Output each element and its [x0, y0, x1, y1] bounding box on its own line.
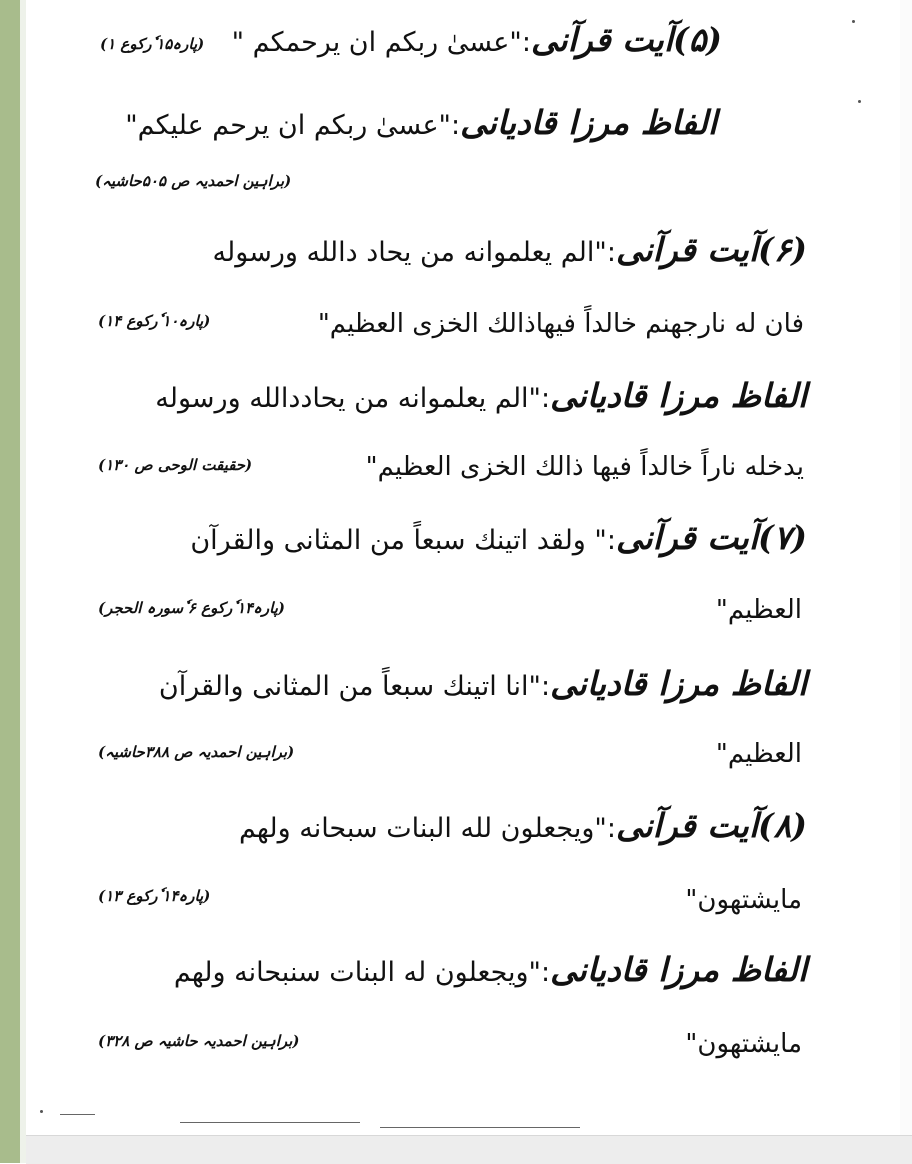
block-7-quran-line-2: العظيم": [715, 595, 802, 625]
block-7-mirza-line-1: [159, 664, 807, 707]
block-6-mirza-text-1: :"الم يعلموانه من يحاددالله ورسوله: [155, 383, 551, 414]
block-5-mirza-line-1: [125, 103, 717, 146]
block-8-quran-text-1: :"ويجعلون لله البنات سبحانه ولهم: [238, 813, 616, 844]
block-5-quran-ref: (پارہ۱۵ ٗرکوع ۱): [100, 35, 205, 53]
block-6-quran-line-1: [213, 230, 807, 273]
block-7-mirza-ref: (براہین احمدیہ ص ۳۸۸حاشیہ): [98, 743, 295, 761]
block-8-mirza-line-2: مايشتهون": [685, 1029, 802, 1059]
block-8-mirza-ref: (براہین احمدیہ حاشیہ ص ۳۲۸): [98, 1032, 300, 1050]
block-7-mirza-text-1: :"انا اتينك سبعاً من المثانى والقرآن: [158, 671, 551, 702]
scan-speck: [40, 1110, 43, 1113]
block-5-mirza-ref: (براہین احمدیہ ص ۵۰۵حاشیہ): [95, 172, 292, 190]
scan-rule-line: [380, 1127, 580, 1128]
block-6-mirza-line-2: يدخله ناراً خالداً فيها ذالك الخزى العظيم": [365, 452, 804, 482]
scan-speck: [852, 20, 855, 23]
block-6-quran-line-2: فان له نارجهنم خالداً فيهاذالك الخزى العظيم": [317, 309, 804, 339]
block-8-mirza-label: الفاظ مرزا قادیانی: [550, 950, 807, 989]
block-7-quran-text-1: :" ولقد اتينك سبعاً من المثانى والقرآن: [190, 525, 616, 556]
block-7-mirza-line-2: العظيم": [715, 739, 802, 769]
right-page-edge: [900, 0, 912, 1135]
block-5-quran-label: (۵)آیت قرآنی: [530, 20, 722, 59]
block-8-quran-label: (۸)آیت قرآنی: [615, 806, 807, 845]
block-6-mirza-line-1: [155, 376, 807, 419]
block-6-quran-text-1: :"الم يعلموانه من يحاد دالله ورسوله: [212, 237, 616, 268]
block-7-quran-line-1: [190, 518, 807, 561]
block-6-quran-ref: (پارہ۱۰ ٗرکوع ۱۴): [98, 312, 211, 330]
block-5-quran-line-1: [232, 20, 722, 63]
left-frame-bar: [0, 0, 20, 1163]
block-6-mirza-label: الفاظ مرزا قادیانی: [550, 376, 807, 415]
block-8-quran-line-2: مايشتهون": [685, 885, 802, 915]
block-7-quran-label: (۷)آیت قرآنی: [615, 518, 807, 557]
block-5-mirza-text-1: :"عسىٰ ربكم ان يرحم عليكم": [125, 110, 461, 141]
block-5-mirza-label: الفاظ مرزا قادیانی: [460, 103, 717, 142]
block-8-mirza-line-1: [174, 950, 807, 993]
scan-speck: [858, 100, 861, 103]
block-7-quran-ref: (پارہ۱۴ ٗرکوع ۶ ٗسورہ الحجر): [98, 599, 285, 617]
scan-rule-line: [60, 1114, 95, 1115]
block-6-quran-label: (۶)آیت قرآنی: [615, 230, 807, 269]
bottom-scroll-bar[interactable]: [26, 1135, 912, 1164]
block-5-quran-text-1: :"عسىٰ ربكم ان يرحمكم ": [231, 27, 531, 58]
block-8-mirza-text-1: :"ويجعلون له البنات سنبحانه ولهم: [173, 957, 551, 988]
block-8-quran-ref: (پارہ۱۴ ٗرکوع ۱۳): [98, 887, 211, 905]
block-6-mirza-ref: (حقیقت الوحی ص ۱۳۰): [98, 456, 253, 474]
block-8-quran-line-1: [239, 806, 807, 849]
block-7-mirza-label: الفاظ مرزا قادیانی: [550, 664, 807, 703]
scan-rule-line: [180, 1122, 360, 1123]
